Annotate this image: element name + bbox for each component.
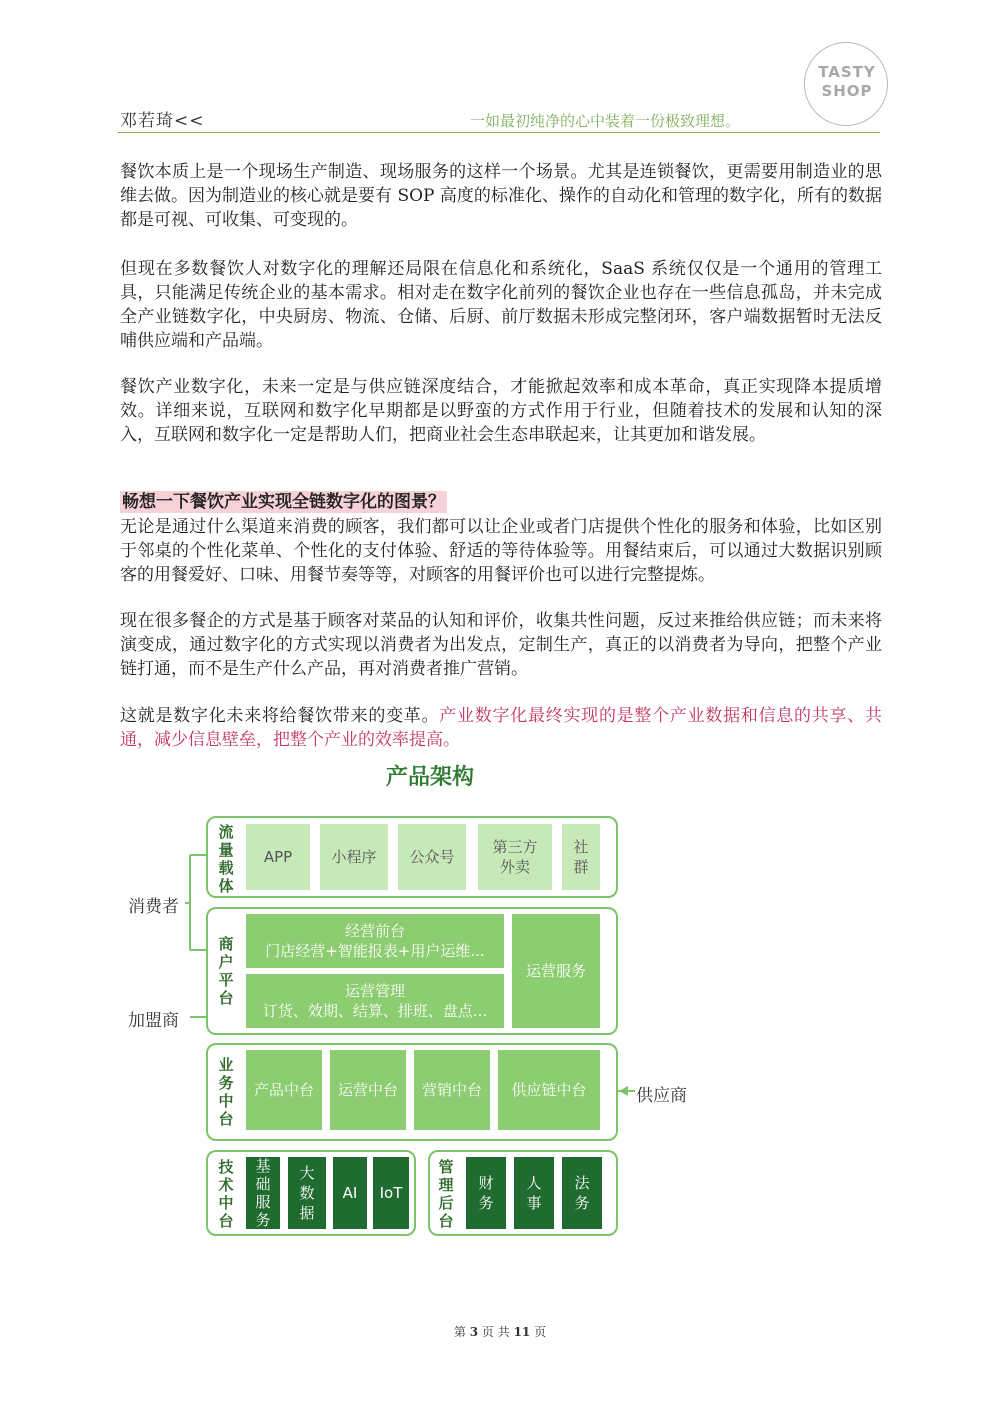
footer-page-number: 3 bbox=[469, 1325, 479, 1339]
paragraph-2: 但现在多数餐饮人对数字化的理解还局限在信息化和系统化，SaaS 系统仅仅是一个通用的管理工具，只能满足传统企业的基本需求。相对走在数字化前列的餐饮企业也存在一些信息孤岛，并未完成全产业链数字化，中央厨房、物流、仓储、后厨、前厅数据未形成完整闭环，客户端数据暂时无法反哺供应端和产品端。 bbox=[120, 259, 882, 351]
tech-middle-label: 技术中台 bbox=[218, 1158, 234, 1230]
paragraph-6 bbox=[120, 704, 882, 752]
operation-management bbox=[246, 974, 504, 1028]
paragraph-1: 餐饮本质上是一个现场生产制造、现场服务的这样一个场景。尤其是连锁餐饮，更需要用制造业的思维去做。因为制造业的核心就是要有 SOP 高度的标准化、操作的自动化和管理的数字化，所有的数据都是可视、可收集、可变现的。 bbox=[120, 162, 882, 230]
cell-marketing-middle: 营销中台 bbox=[414, 1050, 490, 1130]
paragraph-5: 现在很多餐企的方式是基于顾客对菜品的认知和评价，收集共性问题，反过来推给供应链；而未来将演变成，通过数字化的方式实现以消费者为出发点，定制生产，真正的以消费者为导向，把整个产业链打通，而不是生产什么产品，再对消费者推广营销。 bbox=[120, 611, 882, 679]
business-middle-label: 业务中台 bbox=[218, 1056, 234, 1128]
business-front-desk bbox=[246, 914, 504, 968]
cell-supply-chain-middle: 供应链中台 bbox=[498, 1050, 600, 1130]
diagram-title: 产品架构 bbox=[385, 765, 474, 790]
cell-third-party-delivery: 第三方外卖 bbox=[478, 824, 552, 890]
header-rule bbox=[118, 132, 880, 133]
consumer-label: 消费者 bbox=[128, 897, 179, 917]
footer-total-pages: 11 bbox=[513, 1325, 531, 1339]
cell-ai: AI bbox=[333, 1157, 367, 1229]
cell-community: 社群 bbox=[562, 824, 600, 890]
operation-service: 运营服务 bbox=[512, 914, 600, 1028]
paragraph-3: 餐饮产业数字化，未来一定是与供应链深度结合，才能掀起效率和成本革命，真正实现降本提质增效。详细来说，互联网和数字化早期都是以野蛮的方式作用于行业，但随着技术的发展和认知的深入，互联网和数字化一定是帮助人们，把商业社会生态串联起来，让其更加和谐发展。 bbox=[120, 377, 882, 445]
operation-management-title: 运营管理 bbox=[344, 982, 405, 1000]
cell-mini-program: 小程序 bbox=[320, 824, 388, 890]
business-front-desk-title: 经营前台 bbox=[344, 922, 405, 940]
admin-backend-label: 管理后台 bbox=[438, 1158, 454, 1230]
merchant-platform-label: 商户平台 bbox=[218, 935, 234, 1007]
cell-basic-service: 基础服务 bbox=[246, 1157, 280, 1229]
tasty-shop-logo bbox=[804, 42, 888, 126]
cell-legal: 法务 bbox=[562, 1157, 602, 1229]
footer-suffix: 页 bbox=[534, 1325, 547, 1339]
footer-prefix: 第 bbox=[453, 1325, 466, 1339]
business-front-desk-items: 门店经营+智能报表+用户运维... bbox=[265, 942, 485, 960]
supplier-label: 供应商 bbox=[636, 1086, 687, 1106]
author-name: 邓若琦<< bbox=[120, 111, 205, 131]
section-heading: 畅想一下餐饮产业实现全链数字化的图景？ bbox=[122, 492, 445, 512]
paragraph-4: 无论是通过什么渠道来消费的顾客，我们都可以让企业或者门店提供个性化的服务和体验，比如区别于邻桌的个性化菜单、个性化的支付体验、舒适的等待体验等。用餐结束后，可以通过大数据识别顾客的用餐爱好、口味、用餐节奏等等，对顾客的用餐评价也可以进行完整提炼。 bbox=[120, 517, 882, 585]
footer-middle: 页 共 bbox=[481, 1325, 510, 1339]
franchisee-label: 加盟商 bbox=[128, 1011, 179, 1031]
cell-product-middle: 产品中台 bbox=[246, 1050, 322, 1130]
cell-iot: IoT bbox=[373, 1157, 409, 1229]
page-footer bbox=[0, 1323, 1000, 1340]
cell-app: APP bbox=[246, 824, 310, 890]
header-slogan: 一如最初纯净的心中装着一份极致理想。 bbox=[470, 112, 741, 130]
traffic-carrier-label: 流量载体 bbox=[218, 823, 234, 895]
paragraph-6-highlight: 产业数字化最终实现的是整个产业数据和信息的共享、共通，减少信息壁垒，把整个产业的效率提高。 bbox=[120, 706, 883, 750]
cell-hr: 人事 bbox=[514, 1157, 554, 1229]
cell-operation-middle: 运营中台 bbox=[330, 1050, 406, 1130]
cell-big-data: 大数据 bbox=[288, 1157, 326, 1229]
logo-line2: SHOP bbox=[821, 82, 873, 100]
logo-line1: TASTY bbox=[818, 63, 876, 81]
cell-finance: 财务 bbox=[466, 1157, 506, 1229]
cell-official-account: 公众号 bbox=[398, 824, 466, 890]
operation-management-items: 订货、效期、结算、排班、盘点... bbox=[262, 1002, 488, 1020]
paragraph-6-normal: 这就是数字化未来将给餐饮带来的变革。 bbox=[120, 706, 440, 726]
